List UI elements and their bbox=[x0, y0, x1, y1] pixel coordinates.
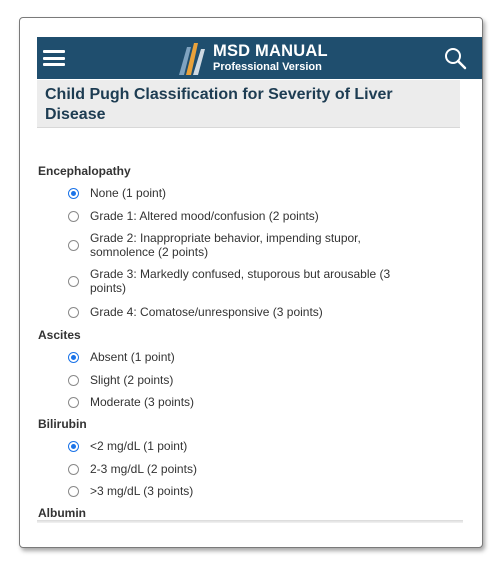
option-label: <2 mg/dL (1 point) bbox=[90, 439, 188, 453]
option-bilirubin-mid[interactable] bbox=[68, 462, 398, 476]
section-label-ascites: Ascites bbox=[38, 328, 81, 342]
option-ascites-moderate[interactable] bbox=[68, 395, 398, 409]
option-encephalopathy-grade-4[interactable] bbox=[68, 305, 398, 319]
section-label-albumin: Albumin bbox=[38, 506, 86, 520]
brand-title: MSD MANUAL bbox=[213, 42, 328, 61]
option-label: 2-3 mg/dL (2 points) bbox=[90, 462, 197, 476]
option-label: Grade 3: Markedly confused, stuporous but arousable (3 points) bbox=[90, 267, 391, 295]
msd-manual-logo[interactable] bbox=[177, 40, 328, 76]
scroll-fade-edge bbox=[37, 520, 463, 523]
option-bilirubin-low[interactable] bbox=[68, 439, 398, 453]
option-encephalopathy-grade-1[interactable] bbox=[68, 209, 398, 223]
radio-button[interactable] bbox=[68, 375, 79, 386]
option-label: None (1 point) bbox=[90, 186, 167, 200]
radio-button-checked[interactable] bbox=[68, 188, 79, 199]
radio-button[interactable] bbox=[68, 240, 79, 251]
page-title-bar bbox=[37, 80, 460, 128]
option-ascites-slight[interactable] bbox=[68, 373, 398, 387]
option-bilirubin-high[interactable] bbox=[68, 484, 398, 498]
option-label: >3 mg/dL (3 points) bbox=[90, 484, 194, 498]
brand-subtitle: Professional Version bbox=[213, 60, 322, 73]
radio-button[interactable] bbox=[68, 397, 79, 408]
hamburger-menu-icon[interactable] bbox=[43, 50, 65, 66]
site-header bbox=[37, 37, 483, 79]
page-content bbox=[20, 18, 483, 548]
app-window bbox=[19, 17, 483, 548]
section-label-encephalopathy: Encephalopathy bbox=[38, 164, 131, 178]
page-title: Child Pugh Classification for Severity of Liver Disease bbox=[45, 86, 393, 123]
search-icon[interactable] bbox=[443, 46, 467, 70]
option-label: Grade 2: Inappropriate behavior, impending stupor, somnolence (2 points) bbox=[90, 231, 361, 259]
option-encephalopathy-none[interactable] bbox=[68, 186, 398, 200]
option-encephalopathy-grade-3[interactable] bbox=[68, 266, 398, 296]
radio-button[interactable] bbox=[68, 486, 79, 497]
radio-button[interactable] bbox=[68, 307, 79, 318]
option-ascites-absent[interactable] bbox=[68, 350, 398, 364]
option-label: Moderate (3 points) bbox=[90, 395, 195, 409]
option-label: Grade 1: Altered mood/confusion (2 points) bbox=[90, 209, 319, 223]
option-label: Grade 4: Comatose/unresponsive (3 points) bbox=[90, 305, 323, 319]
section-label-bilirubin: Bilirubin bbox=[38, 417, 87, 431]
option-encephalopathy-grade-2[interactable] bbox=[68, 230, 398, 260]
option-label: Absent (1 point) bbox=[90, 350, 175, 364]
radio-button[interactable] bbox=[68, 464, 79, 475]
radio-button[interactable] bbox=[68, 276, 79, 287]
radio-button-checked[interactable] bbox=[68, 441, 79, 452]
radio-button[interactable] bbox=[68, 211, 79, 222]
radio-button-checked[interactable] bbox=[68, 352, 79, 363]
logo-mark-icon bbox=[177, 41, 207, 75]
option-label: Slight (2 points) bbox=[90, 373, 174, 387]
